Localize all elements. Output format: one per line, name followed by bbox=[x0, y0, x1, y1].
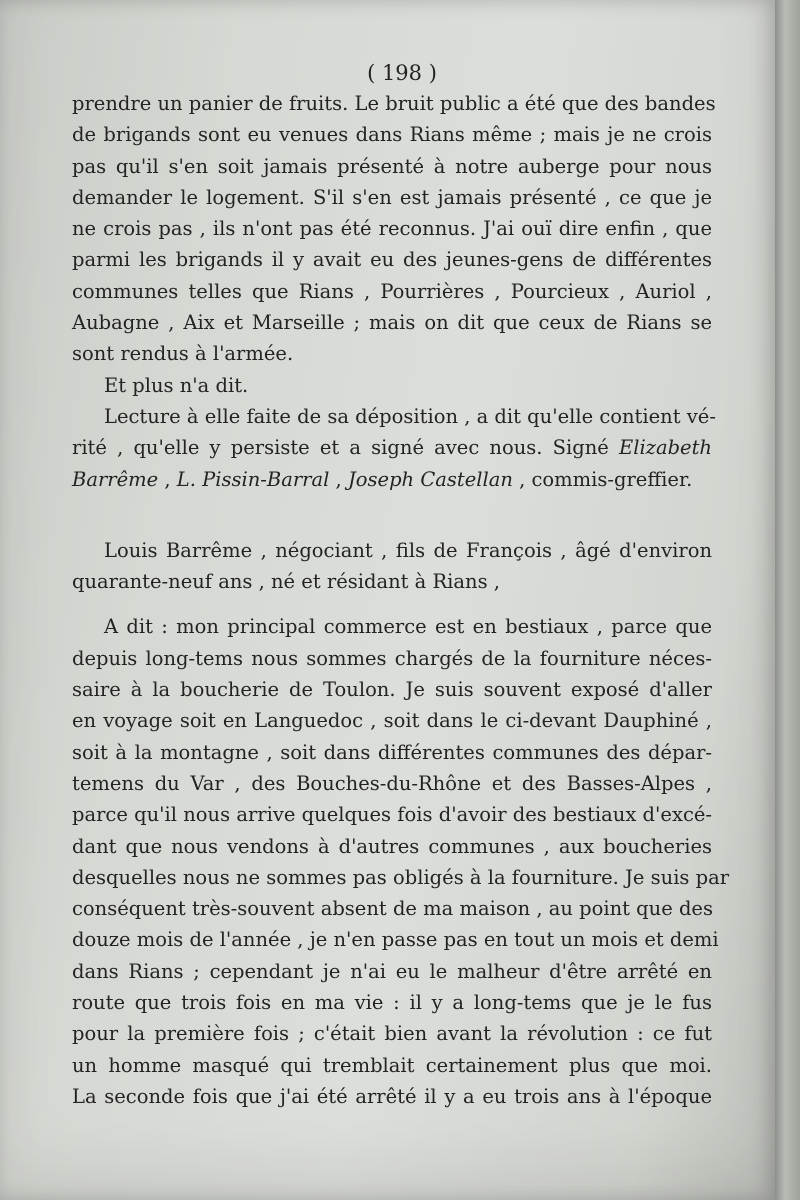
text-line: A dit : mon principal commerce est en bestiaux , parce que bbox=[104, 615, 712, 639]
page-number: ( 198 ) bbox=[367, 61, 437, 85]
text-line: soit à la montagne , soit dans différentes communes des dépar- bbox=[72, 740, 712, 764]
text-line: pas qu'il s'en soit jamais présenté à notre auberge pour nous bbox=[72, 154, 712, 178]
text-line: desquelles nous ne sommes pas obligés à la fourniture. Je suis par bbox=[72, 865, 730, 889]
text-line: sont rendus à l'armée. bbox=[72, 342, 294, 366]
separator: , bbox=[158, 467, 177, 491]
text-line: ne crois pas , ils n'ont pas été reconnus. J'ai ouï dire enfin , que bbox=[72, 217, 712, 241]
text-line: Louis Barrême , négociant , fils de François , âgé d'environ bbox=[104, 538, 712, 562]
text-line: en voyage soit en Languedoc , soit dans le ci-devant Dauphiné , bbox=[72, 709, 712, 733]
lecture-line2-start: rité , qu'elle y persiste et a signé avec nous. Signé bbox=[72, 436, 619, 460]
text-line bbox=[72, 432, 712, 463]
text-line: parce qu'il nous arrive quelques fois d'avoir des bestiaux d'excé- bbox=[72, 803, 712, 827]
clerk-title: , commis-greffier. bbox=[512, 467, 693, 491]
text-line: route que trois fois en ma vie : il y a long-tems que je le fus bbox=[72, 991, 712, 1015]
text-line: pour la première fois ; c'était bien avant la révolution : ce fut bbox=[72, 1022, 712, 1046]
text-line: douze mois de l'année , je n'en passe pas en tout un mois et demi bbox=[72, 928, 719, 952]
et-plus-line: Et plus n'a dit. bbox=[104, 373, 249, 397]
text-line: prendre un panier de fruits. Le bruit public a été que des bandes bbox=[72, 92, 716, 115]
text-line: saire à la boucherie de Toulon. Je suis souvent exposé d'aller bbox=[72, 678, 712, 702]
signatory-name: L. Pissin-Barral bbox=[176, 467, 330, 491]
text-line: Lecture à elle faite de sa déposition , a dit qu'elle contient vé- bbox=[104, 404, 716, 428]
text-line: demander le logement. S'il s'en est jamais présenté , ce que je bbox=[72, 185, 712, 209]
page-edge bbox=[775, 0, 800, 1200]
text-line: temens du Var , des Bouches-du-Rhône et des Basses-Alpes , bbox=[72, 771, 712, 795]
page-text bbox=[72, 58, 730, 1112]
text-line: dans Rians ; cependant je n'ai eu le malheur d'être arrêté en bbox=[72, 959, 712, 983]
text-line: dant que nous vendons à d'autres communes , aux boucheries bbox=[72, 834, 712, 858]
signatory-name: Joseph Castellan bbox=[347, 467, 513, 491]
text-line: un homme masqué qui tremblait certainement plus que moi. bbox=[72, 1053, 712, 1077]
text-line: parmi les brigands il y avait eu des jeunes-gens de différentes bbox=[72, 248, 712, 272]
paragraph-deposition-end bbox=[72, 88, 716, 370]
text-line: quarante-neuf ans , né et résidant à Rians , bbox=[72, 570, 501, 594]
signatory-name: Elizabeth bbox=[618, 436, 712, 460]
text-line: communes telles que Rians , Pourrières , Pourcieux , Auriol , bbox=[72, 279, 712, 303]
text-line bbox=[72, 464, 712, 495]
text-line: Aubagne , Aix et Marseille ; mais on dit que ceux de Rians se bbox=[72, 311, 712, 335]
text-line: depuis long-tems nous sommes chargés de la fourniture néces- bbox=[72, 646, 712, 670]
text-line: La seconde fois que j'ai été arrêté il y a eu trois ans à l'époque bbox=[72, 1084, 712, 1108]
paragraph-lecture bbox=[72, 401, 716, 495]
paragraph-testimony bbox=[72, 611, 730, 1112]
signatory-name: Barrême bbox=[72, 467, 159, 491]
text-line: de brigands sont eu venues dans Rians même ; mais je ne crois bbox=[72, 123, 712, 147]
separator: , bbox=[329, 467, 348, 491]
paragraph-witness-intro bbox=[72, 535, 712, 598]
text-line: conséquent très-souvent absent de ma maison , au point que des bbox=[72, 897, 713, 921]
